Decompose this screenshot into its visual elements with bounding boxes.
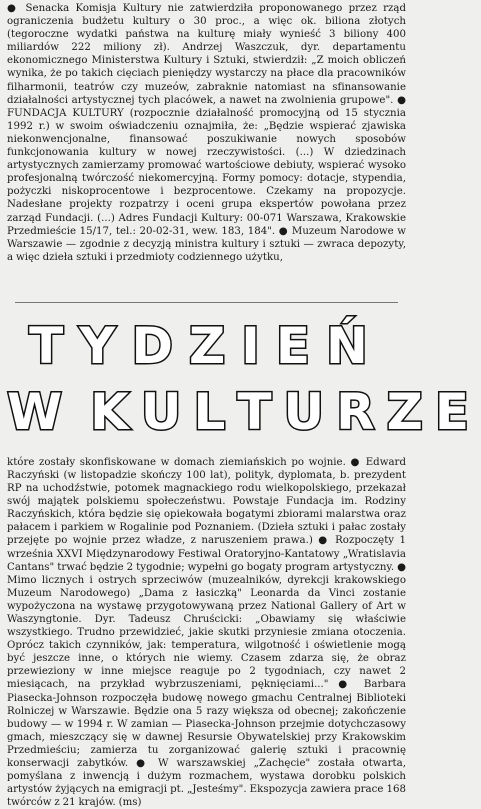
- masthead-letter: D: [131, 316, 189, 375]
- intro-paragraph: ● Senacka Komisja Kultury nie zatwierdziła proponowanego przez rząd ograniczenia budżetu kultury o 30 proc., a więc ok. biliona złotych (tegoroczne wydatki państwa na kulturę miały wynieść 3 biliony 400 miliardów 222 miliony zł). Andrzej Waszczuk, dyr. departamentu ekonomicznego Ministerstwa Kultury i Sztuki, stwierdził: „Z moich obliczeń wynika, że po takich cięciach pieniędzy wystarczy na płace dla pracowników filharmonii, teatrów czy muzeów, zabraknie natomiast na sfinansowanie działalności artystycznej tych placówek, a nawet na zwolnienia grupowe". ● FUNDACJA KULTURY (rozpocznie działalność promocyjną od 15 stycznia 1992 r.) w swoim oświadczeniu oznajmiła, że: „Będzie wspierać zjawiska niekonwencjonalne, finansować poszukiwanie nowych sposobów funkcjonowania kultury w nowej rzeczywistości. (...) W dziedzinach artystycznych zamierzamy promować wartościowe debiuty, wspierać wysoko profesjonalną twórczość niekomercyjną. Formy pomocy: dotacje, stypendia, pożyczki niskoprocentowe i bezprocentowe. Czekamy na propozycje. Nadesłane projekty rozpatrzy i oceni grupa ekspertów powołana przez zarząd Fundacji. (...) Adres Fundacji Kultury: 00-071 Warszawa, Krakowskie Przedmieście 15/17, tel.: 20-02-31, wew. 183, 184". ● Muzeum Narodowe w Warszawie — zgodnie z decyzją ministra kultury i sztuki — zwraca depozyty, a więc dzieła sztuki i przedmioty codziennego użytku,: [7, 3, 406, 263]
- masthead-letter: T: [29, 316, 80, 375]
- masthead-letter: E: [275, 316, 326, 375]
- masthead-letter: Z: [188, 316, 242, 375]
- masthead-letter: L: [193, 382, 238, 441]
- masthead-letter: Ń: [326, 316, 384, 375]
- masthead-letter: Y: [79, 316, 132, 375]
- masthead-letter: W: [7, 382, 75, 441]
- masthead-letter: R: [336, 382, 387, 441]
- masthead-letter: U: [140, 382, 194, 441]
- masthead-letter: I: [241, 316, 276, 375]
- masthead-letter: T: [237, 382, 284, 441]
- masthead-line-1: [7, 318, 406, 374]
- body-paragraph: które zostały skonfiskowane w domach ziemiańskich po wojnie. ● Edward Raczyński (w listopadzie skończy 100 lat), polityk, dyplomata, b. prezydent RP na uchodźstwie, potomek magnackiego rodu wielkopolskiego, przekazał swój majątek polskiemu społeczeństwu. Powstaje Fundacja im. Rodziny Raczyńskich, która będzie się opiekowała bogatymi zbiorami malarstwa oraz pałacem i parkiem w Rogalinie pod Poznaniem. (Dzieła sztuki i pałac zostały przejęte po wojnie przez władze, z naruszeniem prawa.) ● Rozpoczęty 1 września XXVI Międzynarodowy Festiwal Oratoryjno-Kantatowy „Wratislavia Cantans" trwać będzie 2 tygodnie; wypełni go bogaty program artystyczny. ● Mimo licznych i ostrych sprzeciwów (muzealników, dyrekcji krakowskiego Muzeum Narodowego) „Dama z łasiczką" Leonarda da Vinci zostanie wypożyczona na wystawę przygotowywaną przez National Gallery of Art w Waszyngtonie. Dyr. Tadeusz Chruścicki: „Obawiamy się właściwie wszystkiego. Trudno przewidzieć, jakie skutki przyniesie zmiana otoczenia. Oprócz takich czynników, jak: temperatura, wilgotność i oświetlenie mogą być jeszcze inne, o których nie wiemy. Czasem zdarza się, że obraz przewieziony w inne miejsce reaguje po 2 tygodniach, czy nawet 2 miesiącach, na przykład wybrzuszeniami, pęknięciami..." ● Barbara Piasecka-Johnson rozpoczęła budowę nowego gmachu Centralnej Biblioteki Rolniczej w Warszawie. Będzie ona 5 razy większa od obecnej; zakończenie budowy — w 1994 r. W zamian — Piasecka-Johnson przejmie dotychczasowy gmach, mieszczący się w dawnej Resursie Obywatelskiej przy Krakowskim Przedmieściu; zamierza tu zorganizować galerię sztuki i pracownię konserwacji zabytków. ● W warszawskiej „Zachęcie" została otwarta, pomyślana z inwencją i dużym rozmachem, wystawa dorobku polskich artystów żyjących na emigracji pt. „Jesteśmy". Ekspozycja zawiera prace 168 twórców z 21 krajów. (ms): [7, 456, 406, 809]
- masthead-line-2: [7, 382, 481, 441]
- masthead-rule-top: [15, 302, 398, 303]
- masthead-letter: U: [283, 382, 337, 441]
- masthead-letter: K: [90, 382, 141, 441]
- masthead-letter: E: [434, 382, 481, 441]
- masthead-letter: Z: [386, 382, 435, 441]
- section-masthead: [7, 266, 481, 456]
